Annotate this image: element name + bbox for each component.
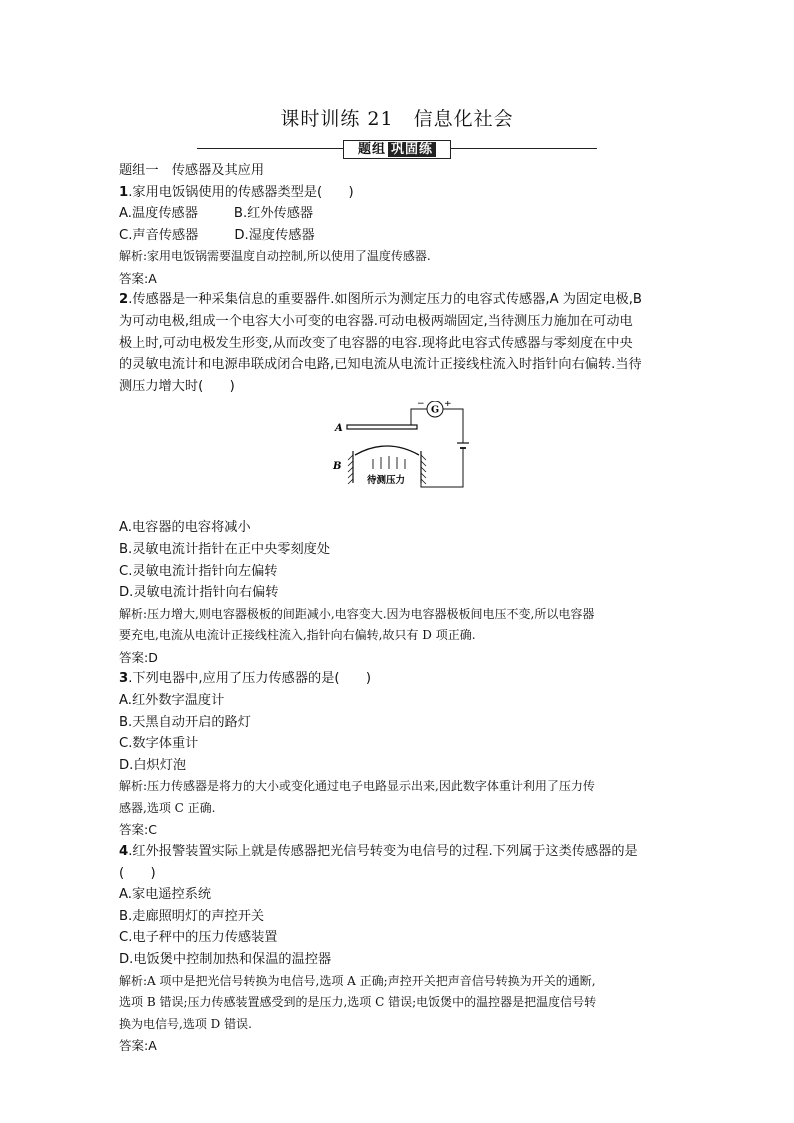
label-a: A [335, 423, 343, 435]
question-number: 1 [119, 184, 129, 200]
section-banner [197, 140, 597, 158]
explanation-text: 要充电,电流从电流计正接线柱流入,指针向右偏转,故只有 D 项正确. [119, 628, 476, 643]
explanation-text: :压力传感器是将力的大小或变化通过电子电路显示出来,因此数字体重计利用了压力传 [143, 779, 595, 794]
movable-electrode-b [355, 446, 419, 455]
option-a: A.电容器的电容将减小 [119, 520, 251, 536]
answer: 答案:A [119, 1038, 157, 1054]
banner-label [343, 140, 451, 159]
explanation-text: :家用电饭锅需要温度自动控制,所以使用了温度传感器. [143, 249, 431, 264]
option-a: A.红外数字温度计 [119, 693, 225, 708]
option-d: D.电饭煲中控制加热和保温的温控器 [119, 951, 332, 967]
content [119, 160, 679, 1057]
explanation-text: 选项 B 错误;压力传感装置感受到的是压力,选项 C 错误;电饭煲中的温控器是把温度信号转 [119, 995, 597, 1010]
banner-rule-right [451, 148, 597, 149]
option-row [119, 203, 679, 225]
option-d: D.白炽灯泡 [119, 757, 187, 773]
question-text: 的灵敏电流计和电源串联成闭合电路,已知电流从电流计正接线柱流入时指针向右偏转.当待 [119, 357, 642, 373]
option-b: B.红外传感器 [233, 206, 314, 222]
option-a: A.家电遥控系统 [119, 887, 212, 903]
question-2 [119, 289, 679, 668]
option-c: C.数字体重计 [119, 736, 199, 752]
option-b: B.天黑自动开启的路灯 [119, 714, 251, 730]
explanation-label: 解析 [119, 973, 144, 988]
explanation [119, 971, 679, 993]
option-b: B.灵敏电流计指针在正中央零刻度处 [119, 542, 331, 558]
option-b: B.走廊照明灯的声控开关 [119, 908, 265, 924]
question-1 [119, 182, 679, 290]
circuit-diagram [329, 401, 489, 509]
question-stem [119, 289, 679, 311]
explanation-text: :A 项中是把光信号转换为电信号,选项 A 正确;声控开关把声音信号转换为开关的通断, [143, 973, 596, 988]
explanation-text: 换为电信号,选项 D 错误. [119, 1016, 252, 1031]
question-stem [119, 182, 679, 204]
question-number: 2 [119, 292, 129, 308]
option-c: C.灵敏电流计指针向左偏转 [119, 563, 278, 579]
explanation-text: 感器,选项 C 正确. [119, 800, 216, 815]
explanation [119, 604, 679, 626]
explanation-text: :压力增大,则电容器极板的间距减小,电容变大.因为电容器极板间电压不变,所以电容器 [143, 606, 595, 621]
question-text: ( ) [119, 865, 156, 881]
question-number: 3 [119, 671, 129, 687]
explanation-label: 解析 [119, 606, 144, 621]
question-4 [119, 841, 679, 1057]
banner-left-text: 题组 [357, 142, 386, 157]
option-row [119, 225, 679, 247]
label-b: B [333, 461, 342, 473]
option-a: A.温度传感器 [119, 206, 198, 222]
explanation-label: 解析 [119, 779, 144, 794]
wire-top-right [443, 409, 463, 443]
option-c: C.声音传感器 [119, 227, 199, 243]
question-3 [119, 668, 679, 841]
question-text: 测压力增大时( ) [119, 378, 235, 394]
group-heading: 题组一 传感器及其应用 [119, 163, 265, 178]
question-stem [119, 841, 679, 863]
answer: 答案:A [119, 270, 157, 286]
explanation [119, 776, 679, 798]
answer: 答案:C [119, 822, 157, 838]
minus-terminal: − [417, 401, 425, 410]
question-text: .下列电器中,应用了压力传感器的是( ) [128, 671, 372, 687]
question-text: .家用电饭锅使用的传感器类型是( ) [128, 184, 354, 200]
plus-terminal: + [444, 401, 452, 410]
galvanometer-label: G [431, 404, 440, 416]
fixed-electrode-a [347, 425, 417, 429]
question-text: 极上时,可动电极发生形变,从而改变了电容器的电容.现将此电容式传感器与零刻度在中央 [119, 335, 633, 351]
wire-bottom [421, 448, 463, 487]
option-c: C.电子秤中的压力传感装置 [119, 930, 278, 946]
pressure-label: 待测压力 [367, 475, 406, 487]
capacitor-sensor-figure [119, 397, 679, 517]
answer: 答案:D [119, 649, 158, 665]
question-text: 为可动电极,组成一个电容大小可变的电容器.可动电极两端固定,当待测压力施加在可动电 [119, 314, 633, 330]
question-text: .传感器是一种采集信息的重要器件.如图所示为测定压力的电容式传感器,A 为固定电极,B [128, 292, 642, 308]
banner-rule-left [197, 148, 343, 149]
explanation-label: 解析 [119, 249, 144, 264]
explanation [119, 246, 679, 268]
page-title: 课时训练 21 信息化社会 [280, 108, 514, 130]
banner-right-text: 巩固练 [388, 142, 436, 157]
question-text: .红外报警装置实际上就是传感器把光信号转变为电信号的过程.下列属于这类传感器的是 [128, 843, 638, 859]
option-d: D.湿度传感器 [234, 227, 315, 243]
wire-top-left [411, 409, 427, 425]
question-stem [119, 668, 679, 690]
question-number: 4 [119, 843, 129, 859]
option-d: D.灵敏电流计指针向右偏转 [119, 585, 279, 601]
